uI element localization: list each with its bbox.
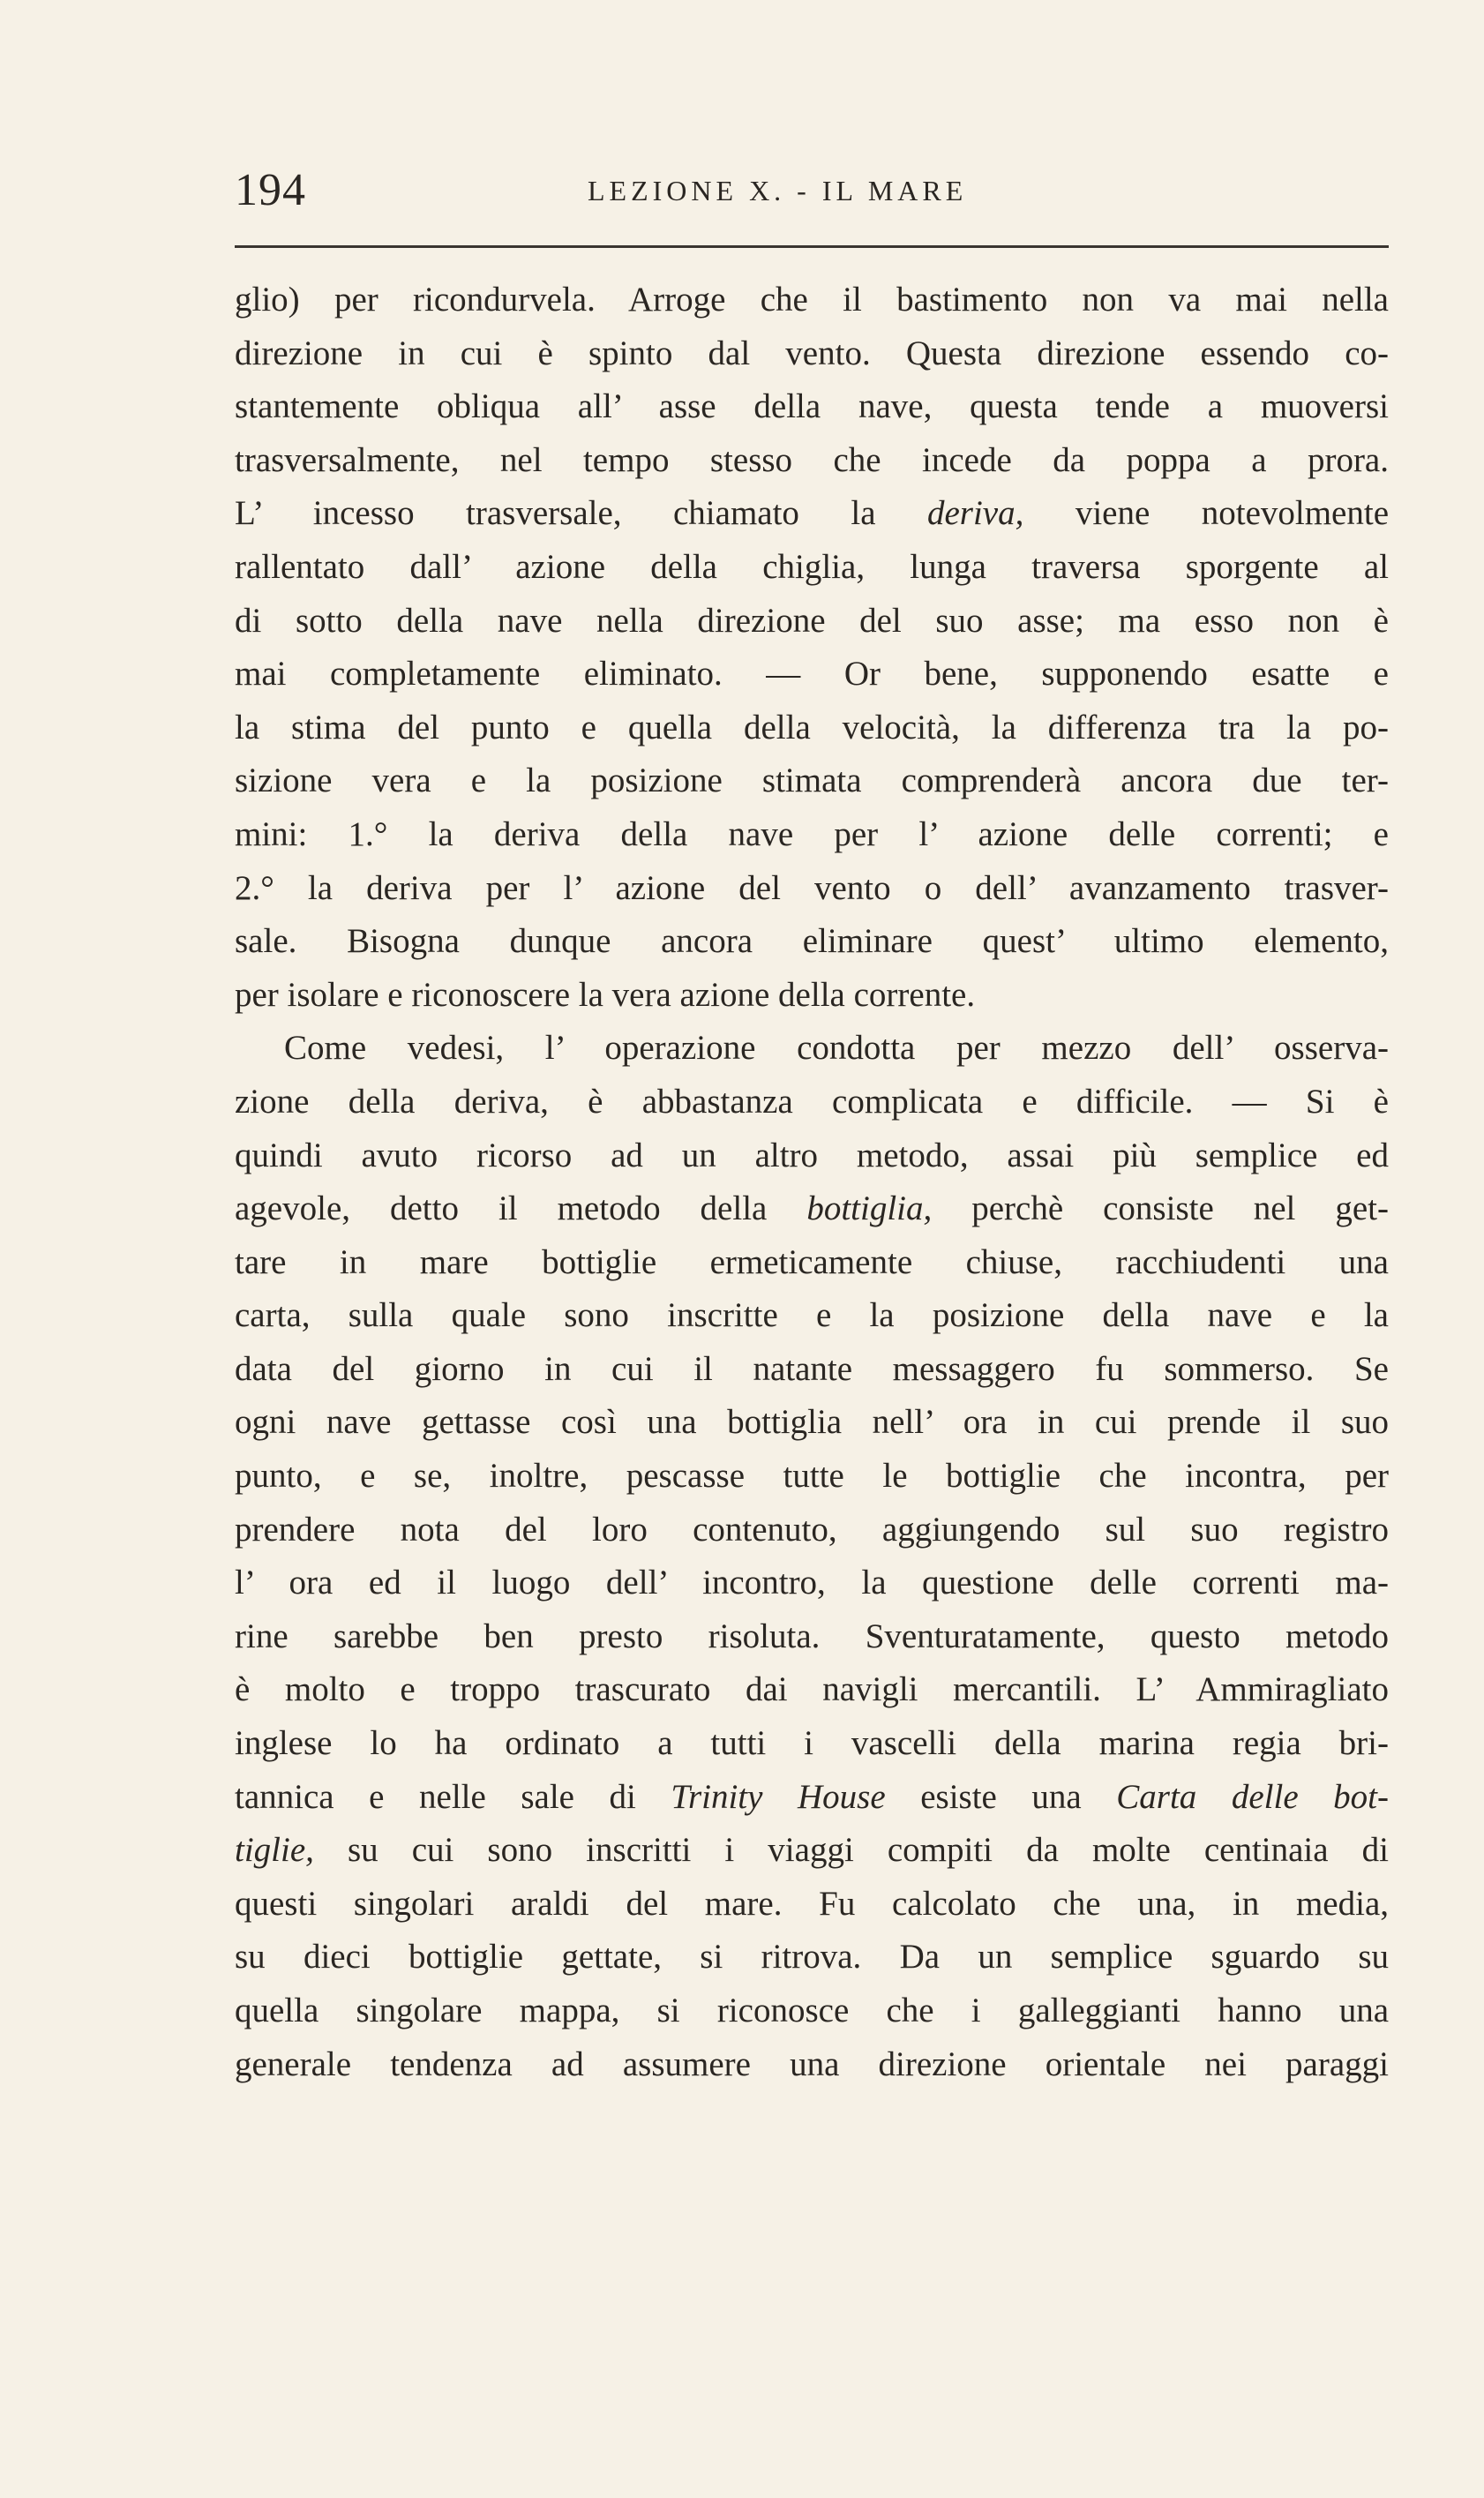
text-run: agevole, detto il metodo della (235, 1189, 807, 1228)
text-line: rine sarebbe ben presto risoluta. Sventuratamente, questo metodo (235, 1617, 1389, 1655)
text-line: di sotto della nave nella direzione del suo asse; ma esso non è (235, 601, 1389, 640)
text-run: perchè consiste nel get- (932, 1189, 1389, 1228)
text-line: 2.° la deriva per l’ azione del vento o dell’ avanzamento trasver- (235, 868, 1389, 907)
text-line: inglese lo ha ordinato a tutti i vascelli della marina regia bri- (235, 1724, 1389, 1763)
page-number: 194 (235, 165, 306, 215)
text-run: su cui sono inscritti i viaggi compiti da molte centinaia di (313, 1831, 1389, 1870)
text-line: zione della deriva, è abbastanza complicata e difficile. — Si è (235, 1082, 1389, 1121)
text-line: stantemente obliqua all’ asse della nave, questa tende a muoversi (235, 387, 1389, 426)
paragraph (235, 1022, 1389, 2091)
text-line: tare in mare bottiglie ermeticamente chiuse, racchiudenti una (235, 1242, 1389, 1281)
text-line: generale tendenza ad assumere una direzione orientale nei paraggi (235, 2044, 1389, 2083)
text-line: questi singolari araldi del mare. Fu calcolato che una, in media, (235, 1884, 1389, 1923)
text-line (235, 1182, 1389, 1236)
italic-term: Carta delle bot- (1116, 1777, 1389, 1816)
running-head: LEZIONE X. - IL MARE (588, 175, 968, 206)
body-text (235, 274, 1389, 2091)
italic-term: tiglie, (235, 1831, 314, 1870)
text-line: mini: 1.° la deriva della nave per l’ azione delle correnti; e (235, 814, 1389, 853)
text-line (235, 487, 1389, 541)
text-run: tannica e nelle sale di (235, 1777, 671, 1816)
text-line: punto, e se, inoltre, pescasse tutte le bottiglie che incontra, per (235, 1457, 1389, 1496)
text-line: rallentato dall’ azione della chiglia, lunga traversa sporgente al (235, 547, 1389, 586)
text-run: esiste una (885, 1777, 1117, 1816)
text-line: su dieci bottiglie gettate, si ritrova. Da un semplice sguardo su (235, 1938, 1389, 1977)
text-line: data del giorno in cui il natante messaggero fu sommerso. Se (235, 1349, 1389, 1388)
text-line: trasversalmente, nel tempo stesso che incede da poppa a prora. (235, 440, 1389, 479)
italic-term: deriva, (926, 494, 1024, 533)
text-line (235, 1771, 1389, 1825)
italic-term: Trinity House (671, 1777, 886, 1816)
text-line: Come vedesi, l’ operazione condotta per mezzo dell’ osserva- (284, 1029, 1389, 1068)
text-line: per isolare e riconoscere la vera azione della corrente. (235, 975, 976, 1014)
text-run: L’ incesso trasversale, chiamato la (235, 494, 927, 533)
text-line: sale. Bisogna dunque ancora eliminare quest’ ultimo elemento, (235, 922, 1389, 961)
text-line: carta, sulla quale sono inscritte e la posizione della nave e la (235, 1296, 1389, 1335)
text-line: quindi avuto ricorso ad un altro metodo, assai più semplice ed (235, 1136, 1389, 1174)
text-line: prendere nota del loro contenuto, aggiungendo sul suo registro (235, 1510, 1389, 1549)
page-header (235, 164, 1389, 221)
italic-term: bottiglia, (806, 1189, 933, 1228)
paragraph (235, 274, 1389, 1022)
text-line: direzione in cui è spinto dal vento. Questa direzione essendo co- (235, 334, 1389, 372)
text-line: quella singolare mappa, si riconosce che i galleggianti hanno una (235, 1992, 1389, 2029)
text-line (235, 1824, 1389, 1878)
text-line: mai completamente eliminato. — Or bene, supponendo esatte e (235, 655, 1389, 694)
text-line: sizione vera e la posizione stimata comprenderà ancora due ter- (235, 761, 1389, 800)
text-line: ogni nave gettasse così una bottiglia nell’ ora in cui prende il suo (235, 1403, 1389, 1442)
header-rule (235, 245, 1389, 248)
text-line: è molto e troppo trascurato dai navigli mercantili. L’ Ammiragliato (235, 1670, 1389, 1709)
text-line: l’ ora ed il luogo dell’ incontro, la questione delle correnti ma- (235, 1564, 1389, 1602)
text-line: glio) per ricondurvela. Arroge che il bastimento non va mai nella (235, 281, 1389, 319)
text-line: la stima del punto e quella della velocità, la differenza tra la po- (235, 708, 1389, 746)
text-run: viene notevolmente (1023, 494, 1389, 533)
